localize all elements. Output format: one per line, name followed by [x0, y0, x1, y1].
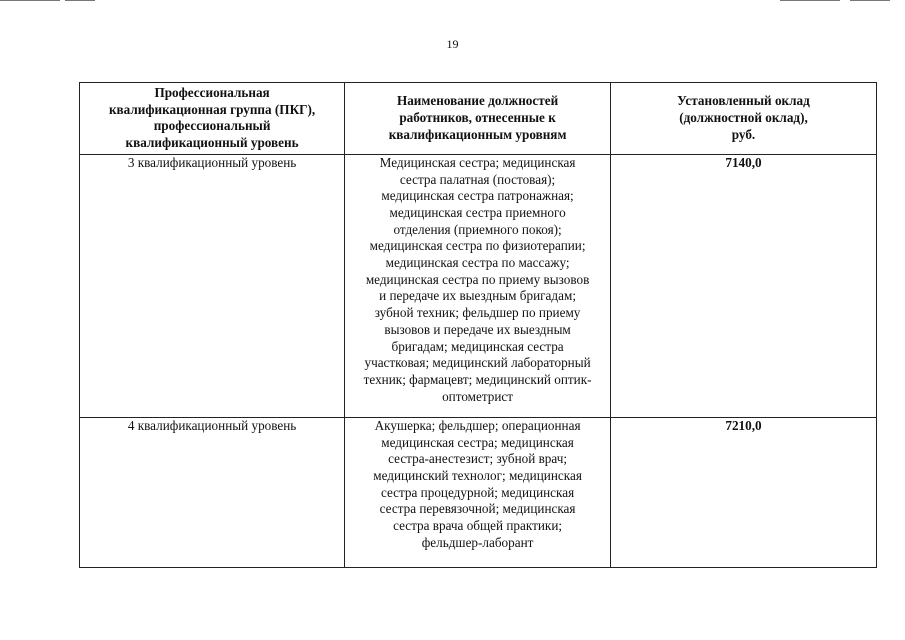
page-number: 19	[446, 37, 459, 51]
header-salary	[610, 83, 876, 155]
position-line: зубной техник; фельдшер по приему	[374, 305, 581, 321]
header-line: квалификационная группа (ПКГ),	[108, 101, 316, 117]
position-line: Акушерка; фельдшер; операционная	[374, 417, 581, 433]
position-line: техник; фармацевт; медицинский оптик-	[363, 371, 592, 387]
position-line: фельдшер-лаборант	[421, 534, 534, 550]
salary-cell: 7210,0	[610, 417, 876, 567]
header-line: профессиональный	[153, 118, 271, 134]
qualification-level-cell: 4 квалификационный уровень	[80, 417, 345, 567]
position-line: вызовов и передаче их выездным	[384, 321, 571, 337]
position-line: медицинская сестра по приему вызовов	[365, 271, 590, 287]
position-line: сестра-анестезист; зубной врач;	[388, 451, 568, 467]
scan-edge-mark	[850, 0, 890, 1]
qualification-level-cell: 3 квалификационный уровень	[80, 154, 345, 417]
scan-edge-mark	[65, 0, 95, 1]
header-line: (должностной оклад),	[679, 110, 808, 126]
position-line: отделения (приемного покоя);	[393, 221, 562, 237]
position-line: медицинский технолог; медицинская	[373, 467, 582, 483]
position-line: сестра палатная (постовая);	[399, 171, 556, 187]
header-line: Наименование должностей	[396, 93, 559, 109]
header-line: квалификационным уровням	[388, 126, 567, 142]
position-line: медицинская сестра приемного	[389, 204, 566, 220]
header-line: квалификационный уровень	[125, 135, 299, 151]
header-positions	[345, 83, 611, 155]
salary-table	[79, 82, 877, 568]
header-line: руб.	[731, 126, 756, 142]
header-line: работников, отнесенные к	[399, 110, 556, 126]
header-qualification-group	[80, 83, 345, 155]
position-line: оптометрист	[442, 388, 514, 404]
position-line: сестра перевязочной; медицинская	[379, 501, 576, 517]
table-body	[80, 154, 877, 567]
positions-cell	[345, 417, 611, 567]
position-line: медицинская сестра патронажная;	[381, 188, 574, 204]
header-line: Установленный оклад	[677, 93, 810, 109]
header-line: Профессиональная	[154, 85, 270, 100]
positions-cell	[345, 154, 611, 417]
scan-edge-mark	[780, 0, 840, 1]
position-line: участковая; медицинский лабораторный	[364, 355, 591, 371]
position-line: медицинская сестра по массажу;	[385, 255, 570, 271]
position-line: медицинская сестра; медицинская	[381, 434, 574, 450]
position-line: бригадам; медицинская сестра	[391, 338, 564, 354]
position-line: медицинская сестра по физиотерапии;	[369, 238, 586, 254]
salary-cell: 7140,0	[610, 154, 876, 417]
position-line: Медицинская сестра; медицинская	[379, 154, 576, 170]
table-header	[80, 83, 877, 155]
scan-edge-mark	[0, 0, 60, 1]
position-line: и передаче их выездным бригадам;	[379, 288, 576, 304]
table-row	[80, 417, 877, 567]
table-row	[80, 154, 877, 417]
position-line: сестра процедурной; медицинская	[380, 484, 575, 500]
position-line: сестра врача общей практики;	[393, 518, 563, 534]
header-row	[80, 83, 877, 155]
